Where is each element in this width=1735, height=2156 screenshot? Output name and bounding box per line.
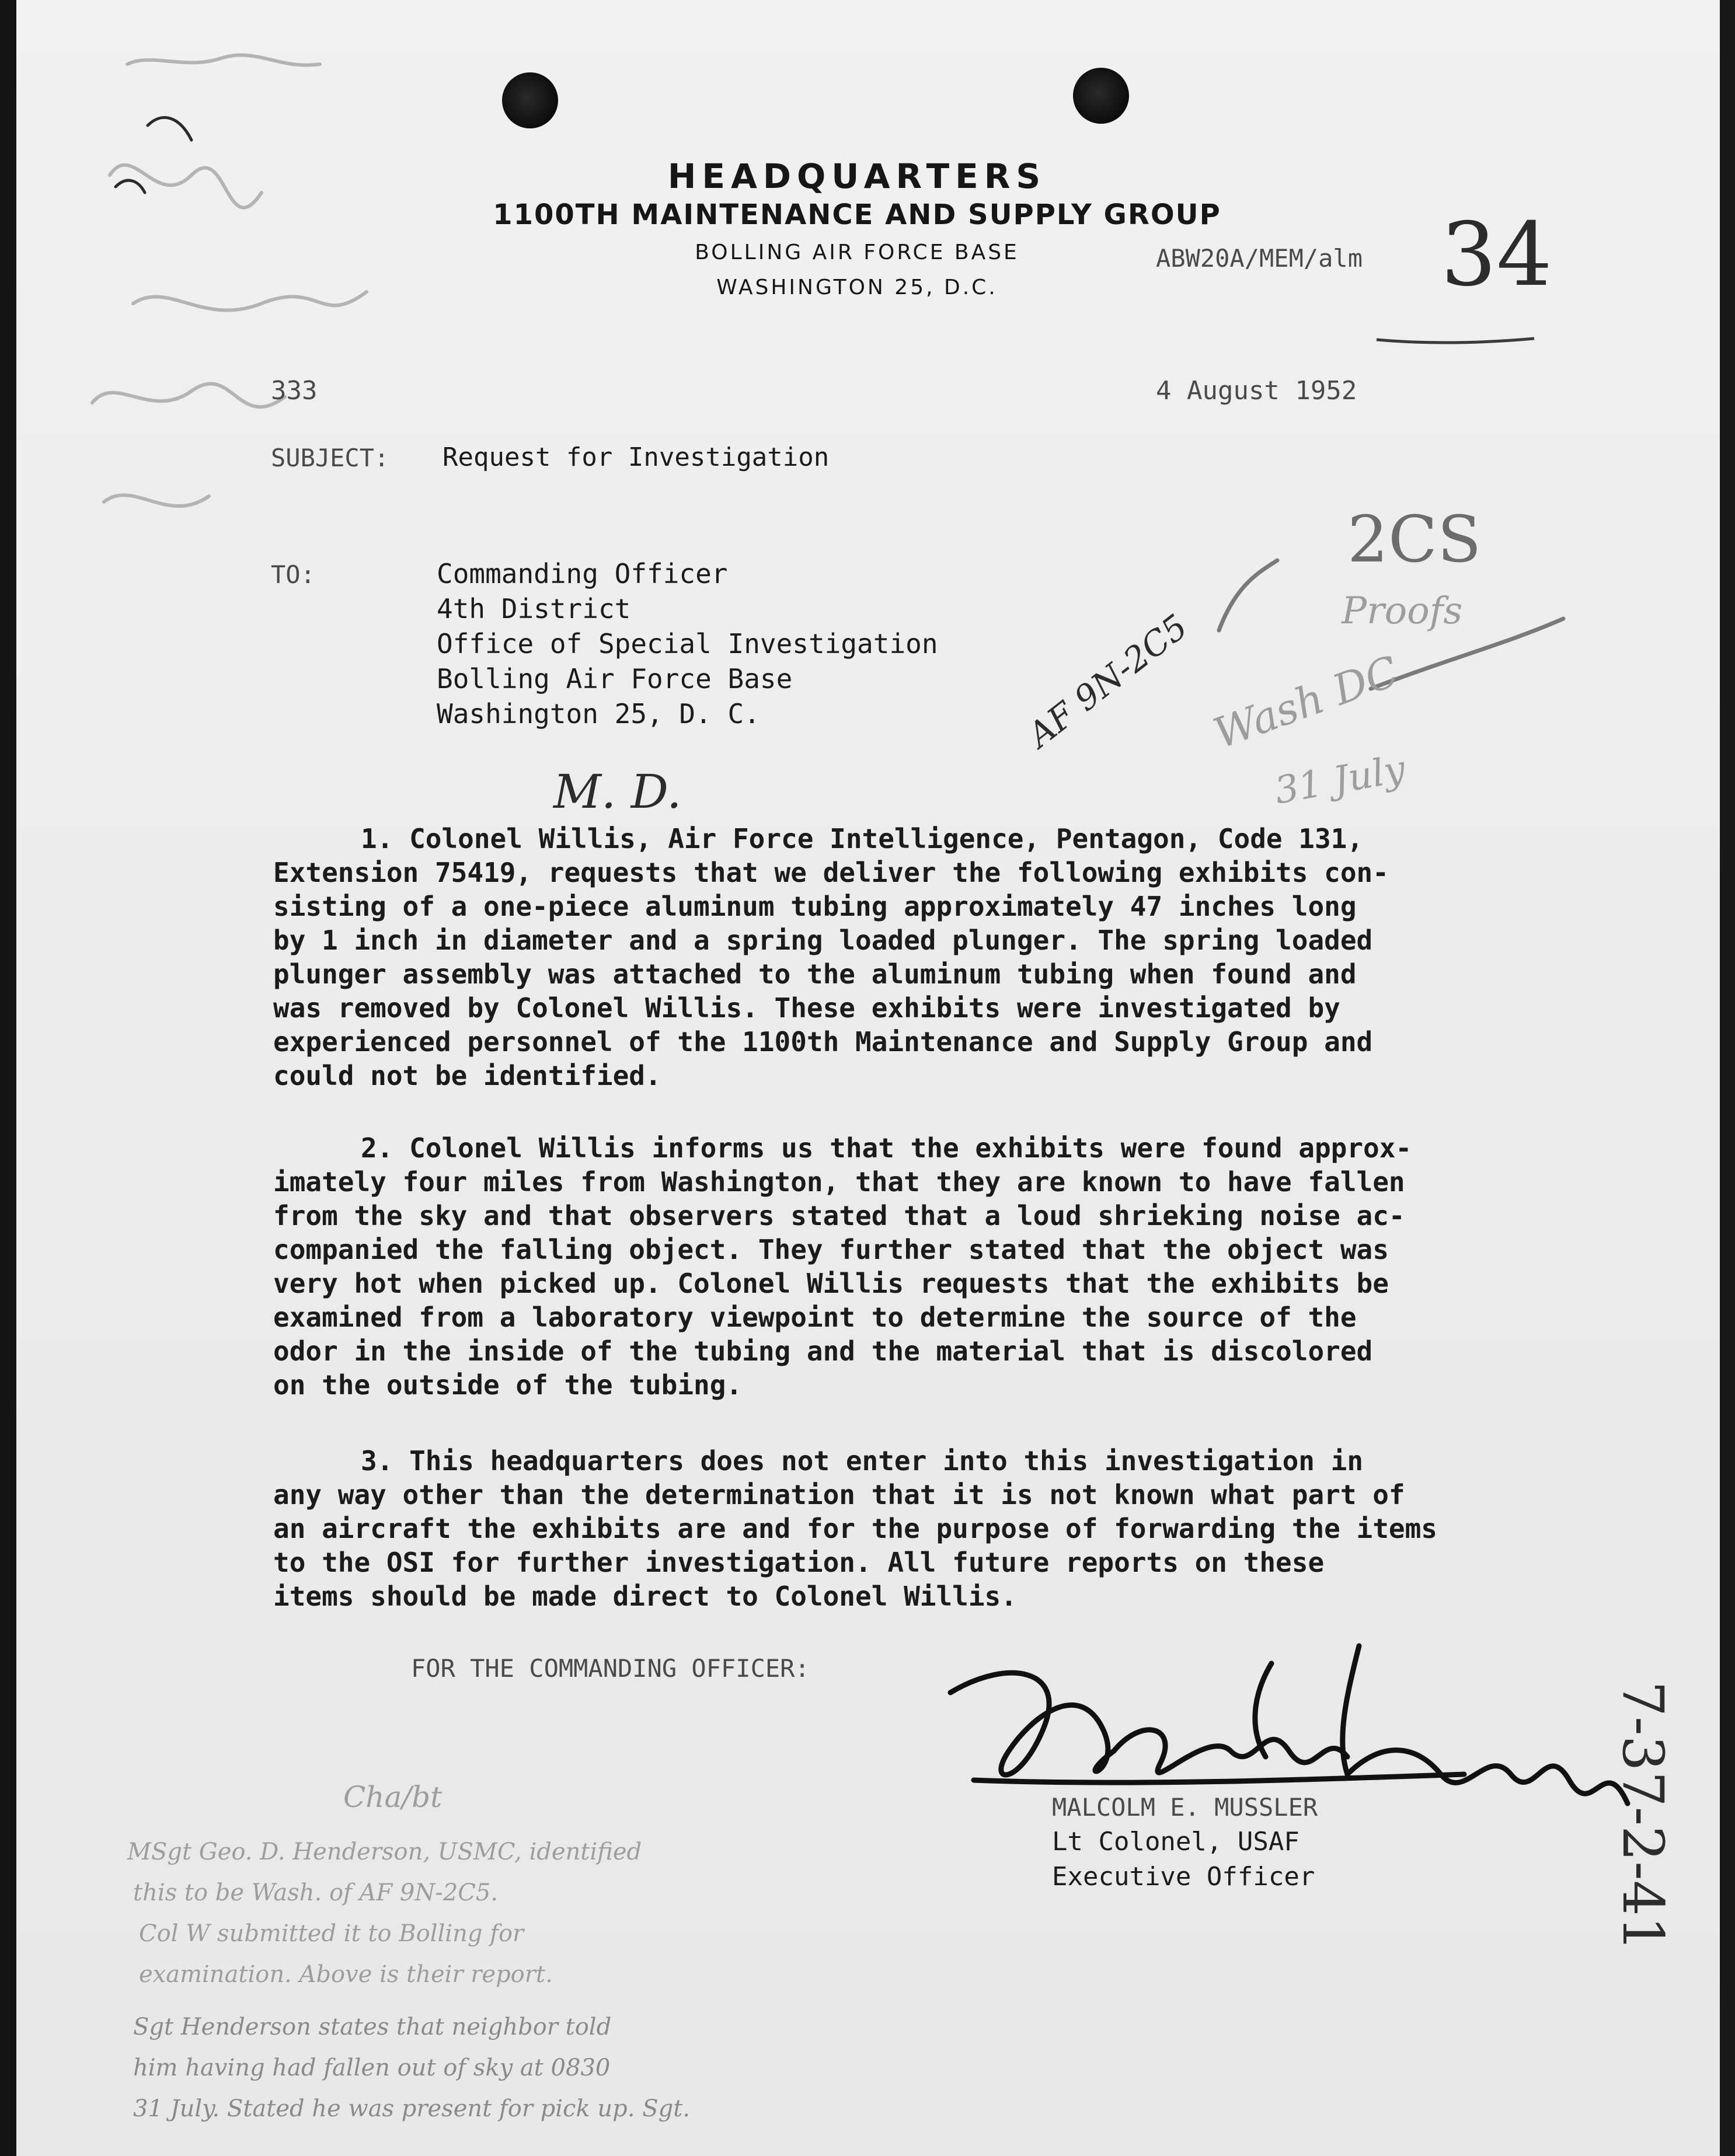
paragraph-line: 2. Colonel Willis informs us that the exhibits were found approx-	[361, 1132, 1412, 1164]
scan-border-left	[0, 0, 16, 2156]
bottom-pencil-notes	[127, 1838, 945, 2142]
paragraph-line: from the sky and that observers stated that a loud shrieking noise ac-	[273, 1200, 1405, 1231]
address-line: Office of Special Investigation	[437, 628, 938, 660]
paragraph-line: imately four miles from Washington, that they are known to have fallen	[273, 1166, 1405, 1198]
signer-name: MALCOLM E. MUSSLER	[1052, 1793, 1318, 1822]
paragraph-line: to the OSI for further investigation. All future reports on these	[273, 1547, 1325, 1578]
paragraph-line: very hot when picked up. Colonel Willis requests that the exhibits be	[273, 1268, 1389, 1299]
pencil-note-line: examination. Above is their report.	[139, 1961, 553, 1988]
document-page	[16, 0, 1720, 2156]
pencil-note-line: Col W submitted it to Bolling for	[139, 1920, 524, 1947]
closing-line: FOR THE COMMANDING OFFICER:	[411, 1654, 810, 1683]
paragraph-line: examined from a laboratory viewpoint to determine the source of the	[273, 1302, 1357, 1333]
paragraph-line: 1. Colonel Willis, Air Force Intelligence, Pentagon, Code 131,	[361, 823, 1364, 854]
paragraph-line: odor in the inside of the tubing and the material that is discolored	[273, 1335, 1373, 1367]
signature-scrawl	[16, 0, 1720, 2156]
address-line: Commanding Officer	[437, 558, 728, 589]
side-number-handwritten: 7-37-2-41	[1610, 1681, 1675, 1952]
proofs-note: Proofs	[1342, 589, 1463, 633]
signer-rank: Lt Colonel, USAF	[1052, 1827, 1299, 1857]
pencil-note-line: him having had fallen out of sky at 0830	[133, 2054, 611, 2081]
pencil-note-line: MSgt Geo. D. Henderson, USMC, identified	[127, 1838, 642, 1865]
wash-note-2: 31 July	[1271, 747, 1409, 813]
paragraph-line: an aircraft the exhibits are and for the purpose of forwarding the items	[273, 1513, 1437, 1544]
wash-note-1: Wash DC	[1207, 646, 1405, 758]
letterhead-title: HEADQUARTERS	[667, 156, 1047, 196]
paragraph-line: sisting of a one-piece aluminum tubing approximately 47 inches long	[273, 891, 1357, 922]
letterhead-city: WASHINGTON 25, D.C.	[716, 275, 998, 299]
paragraph-line: could not be identified.	[273, 1060, 661, 1091]
file-number: 333	[271, 376, 318, 406]
letter-date: 4 August 1952	[1156, 376, 1357, 406]
subject-label: SUBJECT:	[271, 444, 389, 472]
paragraph-line: was removed by Colonel Willis. These exhibits were investigated by	[273, 992, 1340, 1024]
address-line: 4th District	[437, 593, 631, 625]
paragraph-line: companied the falling object. They further stated that the object was	[273, 1234, 1389, 1265]
pencil-note-line: this to be Wash. of AF 9N-2C5.	[133, 1879, 499, 1906]
letterhead-group: 1100TH MAINTENANCE AND SUPPLY GROUP	[493, 198, 1221, 231]
paragraph-line: Extension 75419, requests that we deliver the following exhibits con-	[273, 857, 1389, 888]
paragraph-line: any way other than the determination that it is not known what part of	[273, 1479, 1405, 1510]
paragraph-line: on the outside of the tubing.	[273, 1369, 743, 1401]
paragraph-line: items should be made direct to Colonel Willis.	[273, 1581, 1017, 1612]
scan-border-right	[1720, 0, 1735, 2156]
to-label: TO:	[271, 560, 315, 589]
md-initials: M. D.	[553, 765, 682, 819]
file-note: Cha/bt	[343, 1780, 443, 1814]
paragraph-line: 3. This headquarters does not enter into this investigation in	[361, 1445, 1364, 1477]
signer-title: Executive Officer	[1052, 1862, 1315, 1892]
pencil-note-line: Sgt Henderson states that neighbor told	[133, 2014, 612, 2040]
pencil-note-line: 31 July. Stated he was present for pick up. Sgt.	[133, 2095, 691, 2122]
page-number-handwritten: 34	[1441, 204, 1552, 306]
paragraph-line: by 1 inch in diameter and a spring loaded plunger. The spring loaded	[273, 925, 1373, 956]
address-line: Washington 25, D. C.	[437, 698, 760, 730]
routing-mark-2cs: 2CS	[1347, 502, 1482, 577]
address-line: Bolling Air Force Base	[437, 663, 793, 695]
paragraph-line: plunger assembly was attached to the aluminum tubing when found and	[273, 958, 1357, 990]
reference-code: ABW20A/MEM/alm	[1156, 244, 1363, 273]
letterhead-base: BOLLING AIR FORCE BASE	[695, 240, 1019, 264]
af-number-handwritten: AF 9N-2C5	[1020, 606, 1195, 755]
paragraph-line: experienced personnel of the 1100th Maintenance and Supply Group and	[273, 1026, 1373, 1058]
subject-text: Request for Investigation	[443, 442, 830, 472]
